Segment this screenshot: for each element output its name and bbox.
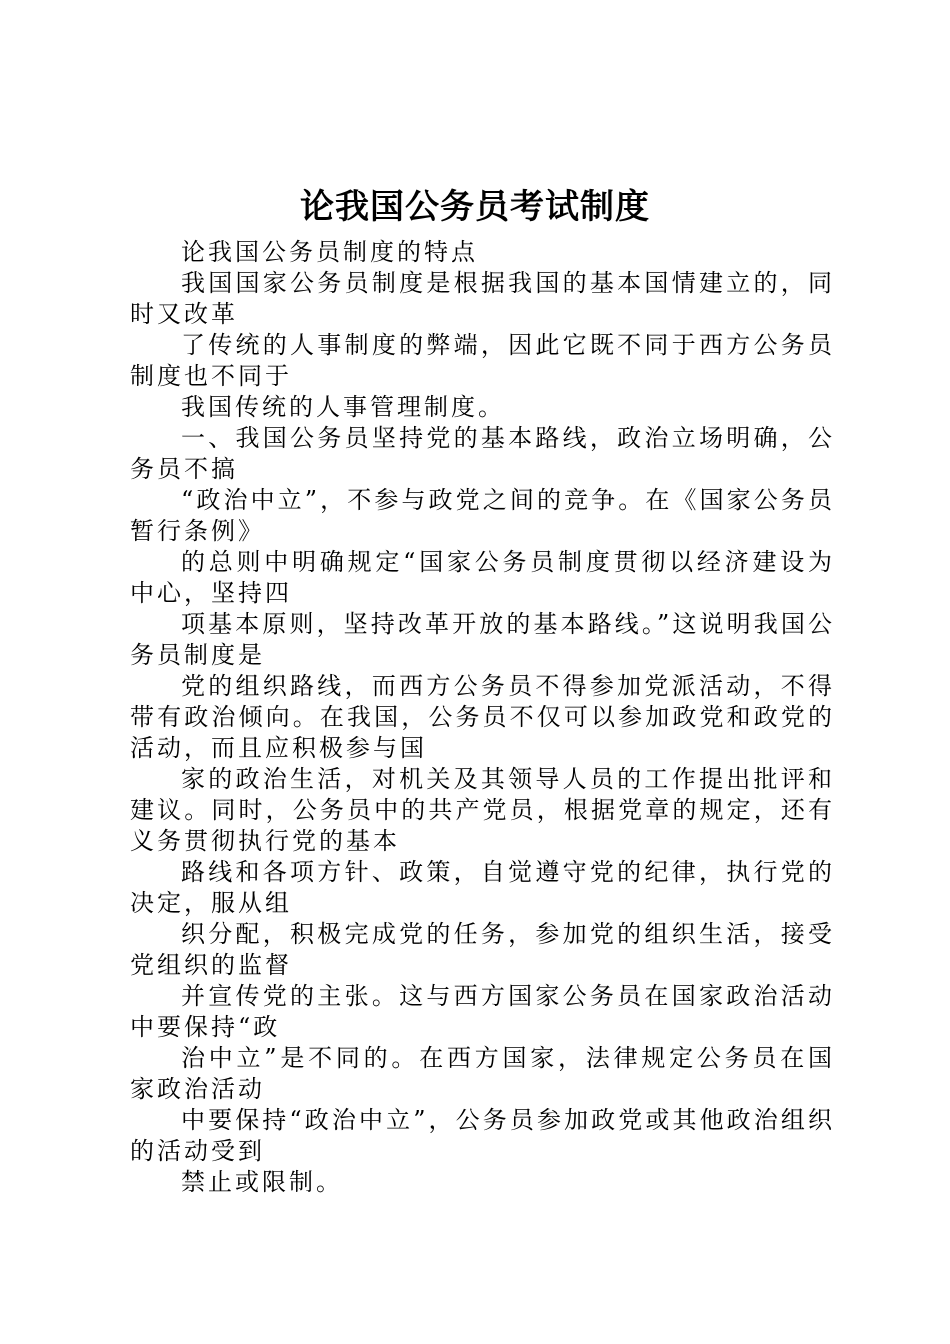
paragraph: 禁止或限制。 — [181, 1168, 343, 1196]
document-body — [130, 237, 835, 1198]
paragraph: 家的政治生活，对机关及其领导人员的工作提出批评和建议。同时，公务员中的共产党员，根据党章的规定，还有义务贯彻执行党的基本 — [130, 765, 835, 855]
paragraph: 我国传统的人事管理制度。 — [181, 393, 505, 421]
paragraph: 织分配，积极完成党的任务，参加党的组织生活，接受党组织的监督 — [130, 920, 835, 979]
paragraph: 中要保持“政治中立”，公务员参加政党或其他政治组织的活动受到 — [130, 1106, 835, 1165]
paragraph: 路线和各项方针、政策，自觉遵守党的纪律，执行党的决定，服从组 — [130, 858, 835, 917]
paragraph: 项基本原则，坚持改革开放的基本路线。”这说明我国公务员制度是 — [130, 610, 835, 669]
paragraph: 并宣传党的主张。这与西方国家公务员在国家政治活动中要保持“政 — [130, 982, 835, 1041]
paragraph: 党的组织路线，而西方公务员不得参加党派活动，不得带有政治倾向。在我国，公务员不仅可以参加政党和政党的活动，而且应积极参与国 — [130, 672, 835, 762]
paragraph: 论我国公务员制度的特点 — [181, 238, 478, 266]
paragraph: 治中立”是不同的。在西方国家，法律规定公务员在国家政治活动 — [130, 1044, 835, 1103]
paragraph: 一、我国公务员坚持党的基本路线，政治立场明确，公务员不搞 — [130, 424, 835, 483]
paragraph: 了传统的人事制度的弊端，因此它既不同于西方公务员制度也不同于 — [130, 331, 835, 390]
paragraph: “政治中立”，不参与政党之间的竞争。在《国家公务员暂行条例》 — [130, 486, 835, 545]
document-title: 论我国公务员考试制度 — [300, 187, 650, 227]
paragraph: 的总则中明确规定“国家公务员制度贯彻以经济建设为中心，坚持四 — [130, 548, 835, 607]
paragraph: 我国国家公务员制度是根据我国的基本国情建立的，同时又改革 — [130, 269, 835, 328]
